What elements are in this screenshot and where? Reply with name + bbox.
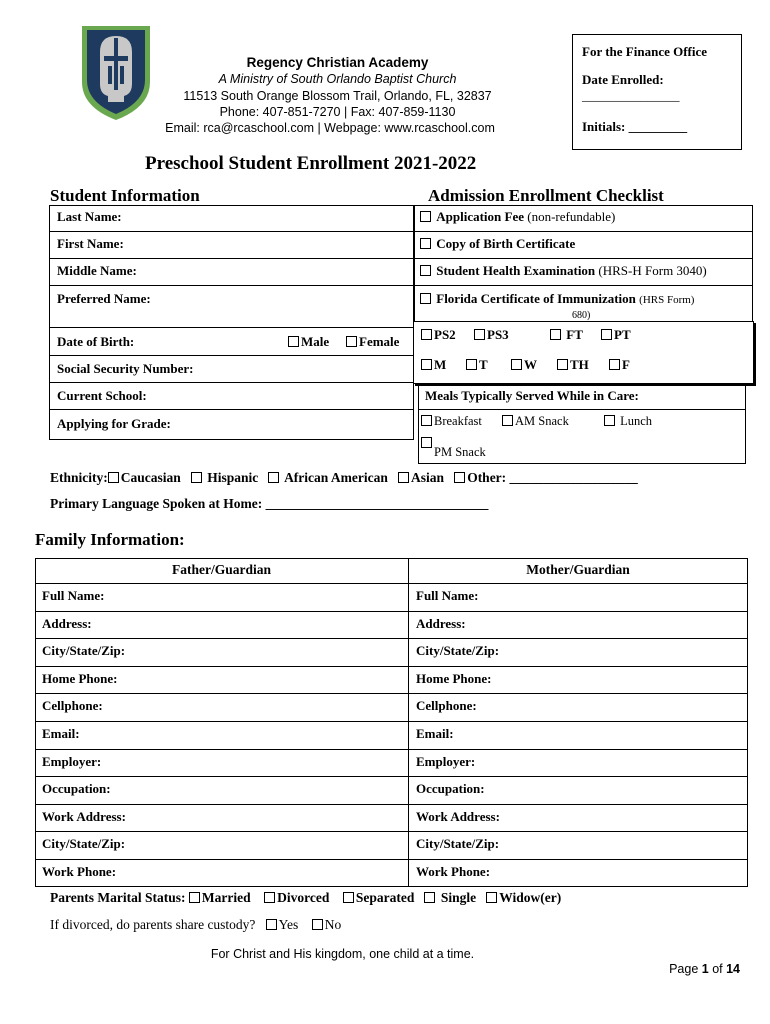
father-occupation-field[interactable]: Occupation:	[42, 781, 111, 796]
thu-checkbox[interactable]	[557, 359, 568, 370]
father-city-state-zip-field[interactable]: City/State/Zip:	[42, 643, 126, 658]
mon-checkbox[interactable]	[421, 359, 432, 370]
ft-checkbox[interactable]	[550, 329, 561, 340]
last-name-field[interactable]: Last Name:	[57, 209, 122, 224]
dob-field[interactable]: Date of Birth:	[57, 334, 135, 349]
male-option[interactable]	[288, 334, 329, 350]
father-home-phone-field[interactable]: Home Phone:	[42, 671, 118, 686]
other-field[interactable]: Other: ___________________	[467, 470, 638, 485]
page-prefix: Page	[669, 962, 702, 976]
african-american-label: African American	[284, 470, 388, 485]
thu-option[interactable]	[557, 357, 589, 373]
birth-cert-checkbox[interactable]	[420, 238, 431, 249]
custody-yes-label: Yes	[278, 917, 299, 932]
page-of: of	[708, 962, 727, 976]
ps2-label: PS2	[434, 327, 456, 342]
mother-cellphone-field[interactable]: Cellphone:	[416, 698, 477, 713]
female-checkbox[interactable]	[346, 336, 357, 347]
initials-field[interactable]: Initials: _________	[582, 119, 688, 134]
mother-column-header: Mother/Guardian	[526, 562, 630, 577]
birth-cert-item[interactable]	[420, 236, 575, 252]
ps2-checkbox[interactable]	[421, 329, 432, 340]
lunch-option[interactable]	[604, 414, 652, 429]
male-label: Male	[301, 334, 330, 349]
page-number	[640, 962, 740, 976]
asian-label: Asian	[411, 470, 445, 485]
divorced-checkbox[interactable]	[264, 892, 275, 903]
applying-grade-field[interactable]: Applying for Grade:	[57, 416, 171, 431]
tue-checkbox[interactable]	[466, 359, 477, 370]
page-total: 14	[726, 962, 740, 976]
pt-option[interactable]	[601, 327, 631, 343]
am-snack-label: AM Snack	[515, 414, 569, 428]
african-american-checkbox[interactable]	[268, 472, 279, 483]
mon-label: M	[434, 357, 447, 372]
ft-option[interactable]	[550, 327, 583, 343]
school-name: Regency Christian Academy	[246, 55, 429, 70]
pm-snack-label: PM Snack	[434, 445, 486, 459]
mother-home-phone-field[interactable]: Home Phone:	[416, 671, 492, 686]
widow-label: Widow(er)	[499, 890, 562, 905]
father-email-field[interactable]: Email:	[42, 726, 80, 741]
ft-label: FT	[566, 327, 583, 342]
married-label: Married	[201, 890, 251, 905]
ps3-checkbox[interactable]	[474, 329, 485, 340]
immunization-item[interactable]	[420, 291, 694, 307]
separated-checkbox[interactable]	[343, 892, 354, 903]
father-full-name-field[interactable]: Full Name:	[42, 588, 105, 603]
father-work-address-field[interactable]: Work Address:	[42, 809, 126, 824]
separated-label: Separated	[355, 890, 415, 905]
ps3-label: PS3	[487, 327, 509, 342]
marital-status-label: Parents Marital Status:	[50, 890, 186, 905]
ps2-option[interactable]	[421, 327, 456, 343]
app-fee-item[interactable]	[420, 209, 615, 225]
app-fee-note: (non-refundable)	[527, 209, 616, 224]
fri-option[interactable]	[609, 357, 630, 373]
ministry-line: A Ministry of South Orlando Baptist Church	[218, 72, 457, 86]
health-exam-checkbox[interactable]	[420, 265, 431, 276]
wed-checkbox[interactable]	[511, 359, 522, 370]
health-exam-item[interactable]	[420, 263, 707, 279]
first-name-field[interactable]: First Name:	[57, 236, 124, 251]
male-checkbox[interactable]	[288, 336, 299, 347]
other-checkbox[interactable]	[454, 472, 465, 483]
current-school-field[interactable]: Current School:	[57, 388, 147, 403]
middle-name-field[interactable]: Middle Name:	[57, 263, 137, 278]
page-title: Preschool Student Enrollment 2021-2022	[145, 153, 477, 174]
mother-email-field[interactable]: Email:	[416, 726, 454, 741]
hispanic-checkbox[interactable]	[191, 472, 202, 483]
lunch-checkbox[interactable]	[604, 415, 615, 426]
mother-city-state-zip-field[interactable]: City/State/Zip:	[416, 836, 500, 851]
father-work-phone-field[interactable]: Work Phone:	[42, 864, 117, 879]
hispanic-label: Hispanic	[207, 470, 259, 485]
caucasian-label: Caucasian	[120, 470, 181, 485]
ethnicity-label: Ethnicity:	[50, 470, 108, 485]
pm-snack-checkbox[interactable]	[421, 437, 432, 448]
father-city-state-zip-field[interactable]: City/State/Zip:	[42, 836, 126, 851]
mother-work-address-field[interactable]: Work Address:	[416, 809, 500, 824]
immunization-note-cont: 680)	[572, 310, 591, 321]
custody-yes-checkbox[interactable]	[266, 919, 277, 930]
health-exam-label: Student Health Examination	[436, 263, 596, 278]
birth-cert-label: Copy of Birth Certificate	[436, 236, 576, 251]
am-snack-option[interactable]	[502, 414, 569, 429]
custody-no-label: No	[324, 917, 342, 932]
lunch-label: Lunch	[620, 414, 653, 428]
student-info-heading: Student Information	[50, 186, 200, 205]
page-current: 1	[701, 962, 709, 976]
app-fee-label: Application Fee	[436, 209, 524, 224]
breakfast-label: Breakfast	[434, 414, 482, 428]
meals-heading: Meals Typically Served While in Care:	[425, 388, 639, 403]
thu-label: TH	[570, 357, 589, 372]
marital-status-row	[50, 890, 561, 906]
pm-snack-option[interactable]	[421, 437, 486, 459]
immunization-label: Florida Certificate of Immunization	[436, 291, 636, 306]
footer-motto: For Christ and His kingdom, one child at a time.	[210, 947, 475, 961]
father-column-header: Father/Guardian	[171, 562, 271, 577]
father-address-field[interactable]: Address:	[42, 616, 92, 631]
widow-checkbox[interactable]	[486, 892, 497, 903]
ethnicity-row	[50, 470, 638, 486]
custody-no-checkbox[interactable]	[312, 919, 323, 930]
mother-employer-field[interactable]: Employer:	[416, 754, 476, 769]
single-checkbox[interactable]	[424, 892, 435, 903]
breakfast-checkbox[interactable]	[421, 415, 432, 426]
app-fee-checkbox[interactable]	[420, 211, 431, 222]
family-info-heading: Family Information:	[35, 530, 185, 549]
language-field[interactable]: Primary Language Spoken at Home: _________________________________	[50, 496, 489, 511]
mon-option[interactable]	[421, 357, 446, 373]
pt-label: PT	[614, 327, 631, 342]
father-employer-field[interactable]: Employer:	[42, 754, 102, 769]
am-snack-checkbox[interactable]	[502, 415, 513, 426]
ssn-field[interactable]: Social Security Number:	[57, 361, 194, 376]
finance-office-box	[572, 34, 742, 150]
address-line: 11513 South Orange Blossom Trail, Orlando, FL, 32837	[183, 89, 492, 103]
preferred-name-field[interactable]: Preferred Name:	[57, 291, 151, 306]
school-logo	[78, 22, 154, 122]
custody-question: If divorced, do parents share custody?	[50, 917, 256, 932]
mother-address-field[interactable]: Address:	[416, 616, 466, 631]
tue-option[interactable]	[466, 357, 488, 373]
fri-checkbox[interactable]	[609, 359, 620, 370]
female-option[interactable]	[346, 334, 399, 350]
date-enrolled-label: Date Enrolled:	[582, 72, 664, 87]
family-table	[35, 558, 748, 887]
single-label: Single	[440, 890, 477, 905]
married-checkbox[interactable]	[189, 892, 200, 903]
pt-checkbox[interactable]	[601, 329, 612, 340]
divorced-label: Divorced	[277, 890, 330, 905]
asian-checkbox[interactable]	[398, 472, 409, 483]
father-cellphone-field[interactable]: Cellphone:	[42, 698, 103, 713]
custody-row	[50, 917, 341, 933]
date-enrolled-line[interactable]: _______________	[582, 88, 680, 103]
immunization-note: (HRS Form)	[639, 294, 695, 306]
mother-work-phone-field[interactable]: Work Phone:	[416, 864, 491, 879]
mother-full-name-field[interactable]: Full Name:	[416, 588, 479, 603]
checklist-heading: Admission Enrollment Checklist	[428, 186, 664, 205]
female-label: Female	[359, 334, 400, 349]
wed-option[interactable]	[511, 357, 537, 373]
mother-city-state-zip-field[interactable]: City/State/Zip:	[416, 643, 500, 658]
caucasian-checkbox[interactable]	[108, 472, 119, 483]
mother-occupation-field[interactable]: Occupation:	[416, 781, 485, 796]
breakfast-option[interactable]	[421, 414, 482, 429]
email-web-line: Email: rca@rcaschool.com | Webpage: www.rcaschool.com	[165, 121, 495, 135]
health-exam-note: (HRS-H Form 3040)	[598, 263, 707, 278]
tue-label: T	[479, 357, 488, 372]
schedule-box	[413, 321, 754, 384]
immunization-checkbox[interactable]	[420, 293, 431, 304]
ps3-option[interactable]	[474, 327, 509, 343]
fri-label: F	[622, 357, 630, 372]
wed-label: W	[524, 357, 537, 372]
phone-fax-line: Phone: 407-851-7270 | Fax: 407-859-1130	[219, 105, 456, 119]
finance-title: For the Finance Office	[582, 44, 708, 59]
